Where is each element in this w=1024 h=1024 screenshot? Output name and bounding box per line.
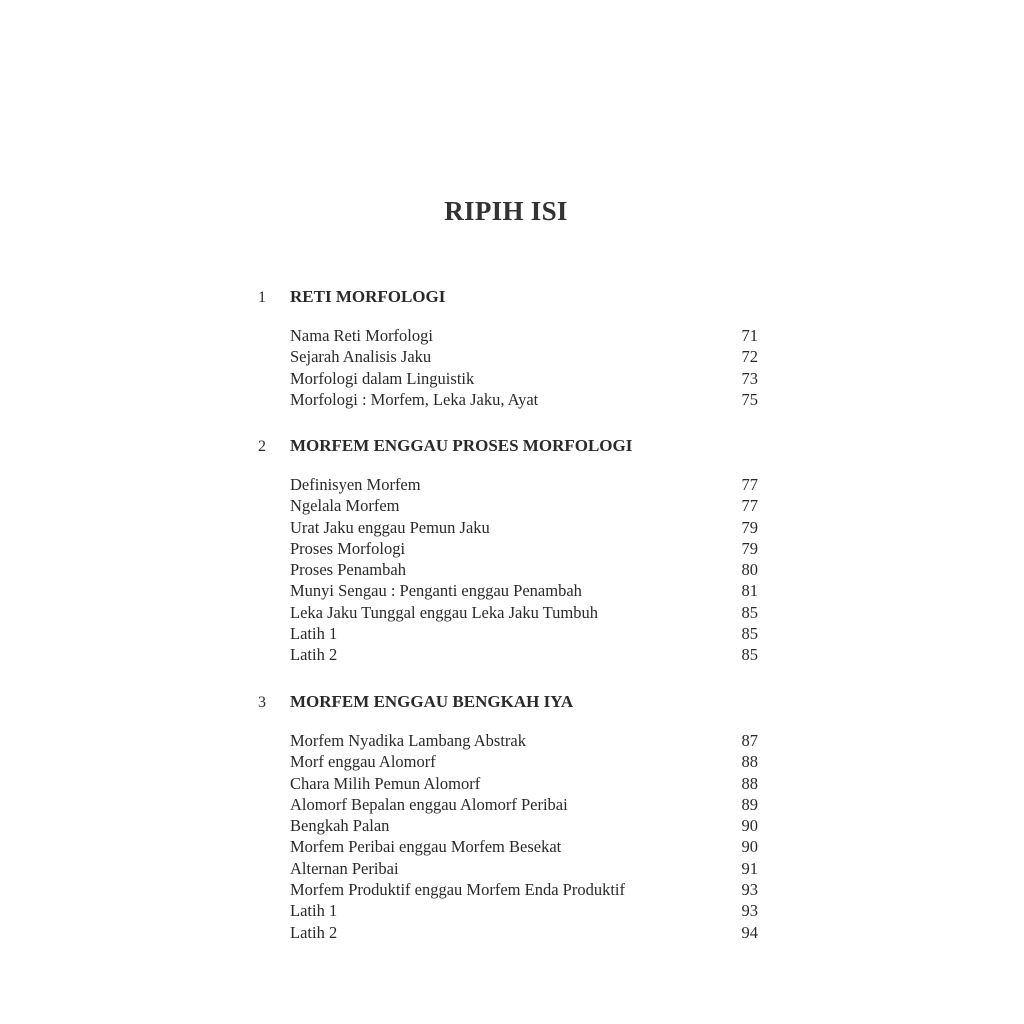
chapter-entries [258,325,758,410]
entry-label: Morfologi dalam Linguistik [290,368,475,388]
entry-label: Latih 1 [290,901,338,921]
entry-label: Morfem Peribai enggau Morfem Besekat [290,837,562,857]
entry-page-number: 77 [741,496,758,516]
entry-label: Bengkah Palan [290,816,390,836]
toc-entry [290,815,758,836]
toc-entry [290,794,758,815]
toc-entry [290,495,758,516]
chapter-heading [258,287,758,309]
entry-page-number: 88 [741,752,758,772]
entry-page-number: 81 [741,581,758,601]
entry-label: Urat Jaku enggau Pemun Jaku [290,517,490,537]
toc-entry [290,773,758,794]
entry-label: Latih 2 [290,645,338,665]
entry-page-number: 88 [741,773,758,793]
chapter-number: 2 [258,438,266,455]
entry-label: Munyi Sengau : Penganti enggau Penambah [290,581,582,601]
chapter-title: MORFEM ENGGAU PROSES MORFOLOGI [290,436,633,455]
chapter-heading [258,692,758,714]
entry-page-number: 93 [741,901,758,921]
chapter-entries [258,730,758,943]
entry-page-number: 85 [741,624,758,644]
toc-entry [290,346,758,367]
entry-page-number: 89 [741,794,758,814]
chapter-number: 1 [258,289,266,306]
entry-page-number: 90 [741,837,758,857]
entry-label: Morfologi : Morfem, Leka Jaku, Ayat [290,389,539,409]
chapter-3 [258,692,758,943]
entry-label: Definisyen Morfem [290,475,421,494]
entry-page-number: 91 [741,858,758,878]
entry-page-number: 71 [741,326,758,345]
entry-page-number: 75 [741,389,758,409]
entry-page-number: 85 [741,602,758,622]
chapter-title: RETI MORFOLOGI [290,287,446,306]
chapter-number: 3 [258,694,266,711]
toc-entry [290,602,758,623]
toc-entry [290,858,758,879]
toc-entry [290,325,758,346]
entry-label: Morfem Produktif enggau Morfem Enda Produktif [290,880,625,900]
entry-page-number: 79 [741,517,758,537]
toc-entry [290,368,758,389]
toc-entry [290,879,758,900]
toc-entry [290,836,758,857]
entry-page-number: 79 [741,538,758,558]
entry-label: Ngelala Morfem [290,496,400,516]
toc-entry [290,559,758,580]
toc-entry [290,644,758,665]
toc-entry [290,751,758,772]
entry-label: Alomorf Bepalan enggau Alomorf Peribai [290,794,568,814]
entry-label: Leka Jaku Tunggal enggau Leka Jaku Tumbuh [290,602,598,622]
entry-page-number: 85 [741,645,758,665]
toc-entry [290,538,758,559]
entry-label: Sejarah Analisis Jaku [290,347,432,367]
entry-page-number: 80 [741,560,758,580]
entry-label: Morf enggau Alomorf [290,752,436,772]
entry-label: Latih 1 [290,624,338,644]
toc-entry [290,580,758,601]
toc-entry [290,517,758,538]
chapter-title: MORFEM ENGGAU BENGKAH IYA [290,692,574,711]
chapter-entries [258,474,758,666]
entry-page-number: 77 [741,475,758,494]
toc-entry [290,474,758,495]
chapter-heading [258,436,758,458]
toc-entry [290,623,758,644]
chapter-2 [258,436,758,666]
page-title: RIPIH ISI [444,196,568,226]
toc-entry [290,922,758,943]
toc-entry [290,900,758,921]
chapter-1 [258,287,758,410]
entry-label: Morfem Nyadika Lambang Abstrak [290,731,526,750]
entry-label: Nama Reti Morfologi [290,326,433,345]
toc-entry [290,389,758,410]
entry-page-number: 93 [741,880,758,900]
entry-label: Proses Penambah [290,560,406,580]
entry-page-number: 87 [741,731,758,750]
entry-label: Alternan Peribai [290,858,399,878]
entry-page-number: 94 [741,922,758,942]
entry-page-number: 73 [741,368,758,388]
entry-page-number: 90 [741,816,758,836]
entry-label: Chara Milih Pemun Alomorf [290,773,481,793]
toc-entry [290,730,758,751]
entry-label: Proses Morfologi [290,538,406,558]
entry-label: Latih 2 [290,922,338,942]
entry-page-number: 72 [741,347,758,367]
